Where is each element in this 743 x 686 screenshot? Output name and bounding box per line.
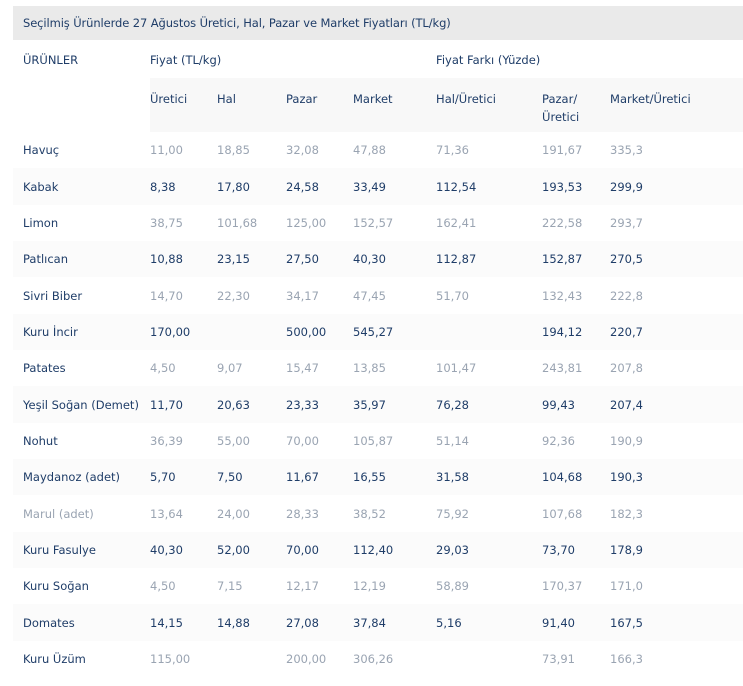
pazar-producer-cell: 91,40	[542, 604, 610, 640]
pazar-cell: 70,00	[286, 433, 319, 448]
pazar-cell: 34,17	[286, 288, 319, 303]
pazar-producer-cell: 99,43	[542, 386, 610, 422]
table-row	[13, 604, 743, 640]
pazar-cell: 12,17	[286, 579, 319, 594]
table-row	[13, 495, 743, 531]
pazar-cell: 23,33	[286, 386, 353, 422]
pazar-producer-cell: 73,70	[542, 532, 610, 568]
hal-producer-cell: 112,87	[436, 241, 542, 277]
market-cell: 47,45	[353, 288, 386, 303]
table-row	[13, 568, 743, 604]
hal-cell: 14,88	[217, 604, 286, 640]
market-producer-cell: 299,9	[610, 168, 743, 204]
market-cell: 105,87	[353, 433, 394, 448]
market-cell: 13,85	[353, 361, 386, 376]
product-name-cell: Patlıcan	[13, 241, 150, 277]
pazar-cell: 27,50	[286, 241, 353, 277]
table-row	[13, 532, 743, 568]
header-price-group: Fiyat (TL/kg)	[150, 53, 222, 67]
price-table-container	[13, 6, 743, 677]
market-producer-cell: 293,7	[610, 215, 643, 230]
hal-cell: 52,00	[217, 532, 286, 568]
market-producer-cell: 220,7	[610, 314, 743, 350]
product-name-cell: Yeşil Soğan (Demet)	[13, 386, 150, 422]
product-name-cell: Kuru Fasulye	[13, 532, 150, 568]
table-row	[13, 277, 743, 313]
pazar-producer-cell: 243,81	[542, 361, 583, 376]
pazar-cell: 200,00	[286, 651, 327, 666]
pazar-producer-cell: 92,36	[542, 433, 575, 448]
market-cell: 306,26	[353, 651, 394, 666]
header-market: Market	[353, 78, 436, 132]
market-producer-cell: 270,5	[610, 241, 743, 277]
price-table	[13, 40, 743, 677]
market-producer-cell: 190,9	[610, 433, 643, 448]
pazar-producer-cell: 193,53	[542, 168, 610, 204]
producer-cell: 14,15	[150, 604, 217, 640]
market-producer-cell: 207,4	[610, 386, 743, 422]
hal-cell: 20,63	[217, 386, 286, 422]
producer-cell: 4,50	[150, 361, 176, 376]
product-name-cell: Maydanoz (adet)	[13, 459, 150, 495]
header-hal: Hal	[217, 78, 286, 132]
hal-cell: 18,85	[217, 143, 250, 158]
pazar-cell: 28,33	[286, 506, 319, 521]
market-cell: 16,55	[353, 459, 436, 495]
table-row	[13, 241, 743, 277]
market-cell: 112,40	[353, 532, 436, 568]
hal-producer-cell: 51,70	[436, 288, 469, 303]
hal-producer-cell: 51,14	[436, 433, 469, 448]
header-pazar: Pazar	[286, 78, 353, 132]
hal-producer-cell: 162,41	[436, 215, 477, 230]
producer-cell: 115,00	[150, 651, 191, 666]
pazar-cell: 24,58	[286, 168, 353, 204]
header-pazar-producer	[542, 78, 610, 132]
market-producer-cell: 167,5	[610, 604, 743, 640]
table-row	[13, 423, 743, 459]
hal-cell: 17,80	[217, 168, 286, 204]
hal-cell: 7,15	[217, 579, 243, 594]
market-producer-cell: 207,8	[610, 361, 643, 376]
hal-cell: 9,07	[217, 361, 243, 376]
producer-cell: 8,38	[150, 168, 217, 204]
market-cell: 152,57	[353, 215, 394, 230]
market-cell: 47,88	[353, 143, 386, 158]
market-cell: 38,52	[353, 506, 386, 521]
hal-producer-cell: 71,36	[436, 143, 469, 158]
hal-producer-cell: 75,92	[436, 506, 469, 521]
producer-cell: 38,75	[150, 215, 183, 230]
product-name-cell: Kabak	[13, 168, 150, 204]
market-cell: 40,30	[353, 241, 436, 277]
market-producer-cell: 222,8	[610, 288, 643, 303]
pazar-cell: 32,08	[286, 143, 319, 158]
header-pazar-producer-line1: Pazar/	[542, 92, 578, 106]
pazar-producer-cell: 152,87	[542, 241, 610, 277]
table-caption: Seçilmiş Ürünlerde 27 Ağustos Üretici, Hal, Pazar ve Market Fiyatları (TL/kg)	[13, 6, 743, 40]
hal-cell: 23,15	[217, 241, 286, 277]
header-row-groups	[13, 40, 743, 78]
producer-cell: 36,39	[150, 433, 183, 448]
hal-producer-cell	[436, 314, 542, 350]
producer-cell: 4,50	[150, 579, 176, 594]
hal-producer-cell: 58,89	[436, 579, 469, 594]
pazar-producer-cell: 107,68	[542, 506, 583, 521]
pazar-cell: 500,00	[286, 314, 353, 350]
hal-producer-cell: 76,28	[436, 386, 542, 422]
table-row	[13, 350, 743, 386]
table-row	[13, 459, 743, 495]
pazar-cell: 125,00	[286, 215, 327, 230]
table-row	[13, 132, 743, 168]
hal-producer-cell	[436, 641, 542, 677]
product-name-cell: Domates	[13, 604, 150, 640]
hal-cell	[217, 641, 286, 677]
header-producer: Üretici	[150, 78, 217, 132]
pazar-cell: 11,67	[286, 459, 353, 495]
hal-cell: 22,30	[217, 288, 250, 303]
pazar-producer-cell: 222,58	[542, 215, 583, 230]
market-producer-cell: 178,9	[610, 532, 743, 568]
hal-producer-cell: 112,54	[436, 168, 542, 204]
market-producer-cell: 190,3	[610, 459, 743, 495]
hal-cell: 7,50	[217, 459, 286, 495]
hal-producer-cell: 31,58	[436, 459, 542, 495]
market-cell: 12,19	[353, 579, 386, 594]
producer-cell: 40,30	[150, 532, 217, 568]
table-row	[13, 168, 743, 204]
market-producer-cell: 171,0	[610, 579, 643, 594]
producer-cell: 170,00	[150, 314, 217, 350]
header-hal-producer: Hal/Üretici	[436, 78, 542, 132]
market-cell: 545,27	[353, 314, 436, 350]
table-row	[13, 205, 743, 241]
market-cell: 33,49	[353, 168, 436, 204]
product-name-cell: Marul (adet)	[23, 506, 94, 521]
product-name-cell: Limon	[23, 215, 59, 230]
header-pazar-producer-line2: Üretici	[542, 110, 580, 124]
market-producer-cell: 166,3	[610, 651, 643, 666]
table-row	[13, 386, 743, 422]
pazar-producer-cell: 194,12	[542, 314, 610, 350]
hal-cell: 55,00	[217, 433, 250, 448]
table-row	[13, 314, 743, 350]
market-cell: 35,97	[353, 386, 436, 422]
market-producer-cell: 182,3	[610, 506, 643, 521]
product-name-cell: Kuru Soğan	[23, 579, 89, 594]
product-name-cell: Kuru İncir	[13, 314, 150, 350]
producer-cell: 13,64	[150, 506, 183, 521]
hal-producer-cell: 29,03	[436, 532, 542, 568]
pazar-cell: 15,47	[286, 361, 319, 376]
header-market-producer: Market/Üretici	[610, 78, 743, 132]
hal-producer-cell: 101,47	[436, 361, 477, 376]
pazar-producer-cell: 73,91	[542, 651, 575, 666]
pazar-producer-cell: 104,68	[542, 459, 610, 495]
hal-cell	[217, 314, 286, 350]
product-name-cell: Patates	[23, 361, 66, 376]
market-cell: 37,84	[353, 604, 436, 640]
producer-cell: 11,00	[150, 143, 183, 158]
pazar-producer-cell: 191,67	[542, 143, 583, 158]
header-row-columns	[13, 78, 743, 132]
hal-cell: 101,68	[217, 215, 258, 230]
producer-cell: 14,70	[150, 288, 183, 303]
product-name-cell: Sivri Biber	[23, 288, 83, 303]
pazar-producer-cell: 132,43	[542, 288, 583, 303]
pazar-cell: 70,00	[286, 532, 353, 568]
pazar-producer-cell: 170,37	[542, 579, 583, 594]
table-row	[13, 641, 743, 677]
producer-cell: 10,88	[150, 241, 217, 277]
market-producer-cell: 335,3	[610, 143, 643, 158]
product-name-cell: Nohut	[23, 433, 58, 448]
header-diff-group: Fiyat Farkı (Yüzde)	[436, 53, 541, 67]
producer-cell: 5,70	[150, 459, 217, 495]
header-products: ÜRÜNLER	[23, 53, 79, 67]
pazar-cell: 27,08	[286, 604, 353, 640]
product-name-cell: Havuç	[23, 143, 60, 158]
table-body	[13, 132, 743, 677]
product-name-cell: Kuru Üzüm	[23, 651, 86, 666]
producer-cell: 11,70	[150, 386, 217, 422]
hal-producer-cell: 5,16	[436, 604, 542, 640]
hal-cell: 24,00	[217, 506, 250, 521]
